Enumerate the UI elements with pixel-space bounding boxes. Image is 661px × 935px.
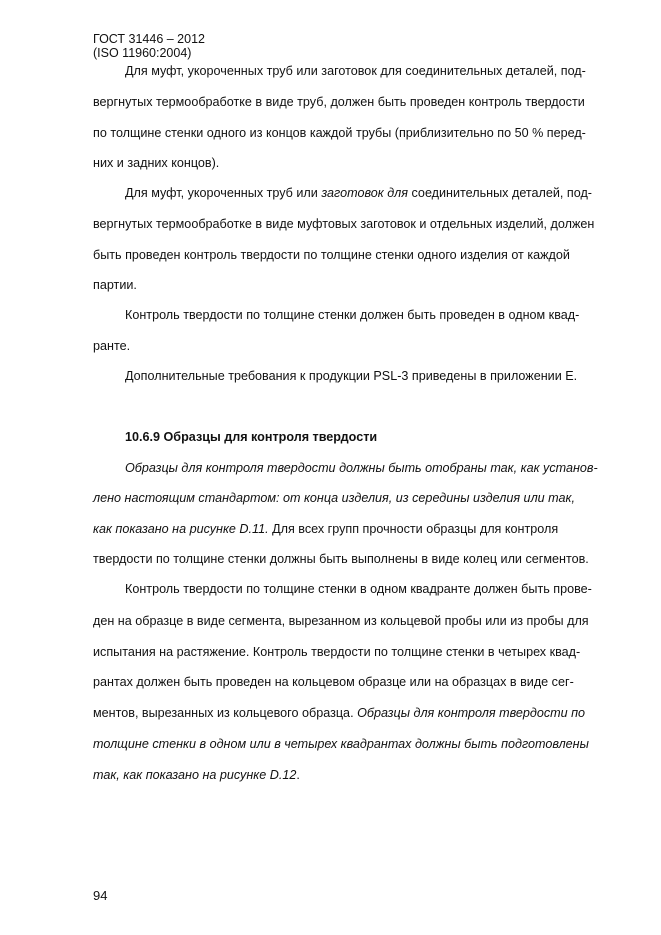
text-line: как показано на рисунке D.11. Для всех групп прочности образцы для контроля <box>93 522 559 536</box>
text-line: вергнутых термообработке в виде труб, должен быть проведен контроль твердости <box>93 95 585 109</box>
text-line: по толщине стенки одного из концов каждой трубы (приблизительно по 50 % перед- <box>93 126 586 140</box>
text-line: Для муфт, укороченных труб или заготовок для соединительных деталей, под- <box>125 186 593 200</box>
text-line: Для муфт, укороченных труб или заготовок для соединительных деталей, под- <box>125 64 586 78</box>
text-line: Образцы для контроля твердости должны быть отобраны так, как установ- <box>125 461 598 475</box>
text-line: ментов, вырезанных из кольцевого образца. Образцы для контроля твердости по <box>93 706 586 720</box>
page-number: 94 <box>93 888 108 903</box>
text-line: так, как показано на рисунке D.12. <box>93 768 300 782</box>
text-line: ден на образце в виде сегмента, вырезанном из кольцевой пробы или из пробы для <box>93 614 589 628</box>
text-line: Контроль твердости по толщине стенки должен быть проведен в одном квад- <box>125 308 580 322</box>
text-line: вергнутых термообработке в виде муфтовых заготовок и отдельных изделий, должен <box>93 217 595 231</box>
text-line: испытания на растяжение. Контроль твердости по толщине стенки в четырех квад- <box>93 645 581 659</box>
text-line: рантах должен быть проведен на кольцевом образце или на образцах в виде сег- <box>93 675 574 689</box>
text-line: Контроль твердости по толщине стенки в одном квадранте должен быть прове- <box>125 582 592 596</box>
iso-reference: (ISO 11960:2004) <box>93 46 192 60</box>
text-line: лено настоящим стандартом: от конца изделия, из середины изделия или так, <box>93 491 575 505</box>
text-line: них и задних концов). <box>93 156 220 170</box>
text-line: быть проведен контроль твердости по толщине стенки одного изделия от каждой <box>93 248 570 262</box>
text-line: ранте. <box>93 339 131 353</box>
text-line: Дополнительные требования к продукции PSL-3 приведены в приложении Е. <box>125 369 578 383</box>
text-line: твердости по толщине стенки должны быть выполнены в виде колец или сегментов. <box>93 552 589 566</box>
section-heading: 10.6.9 Образцы для контроля твердости <box>125 430 378 444</box>
text-line: толщине стенки в одном или в четырех квадрантах должны быть подготовлены <box>93 737 589 751</box>
text-line: партии. <box>93 278 137 292</box>
standard-number: ГОСТ 31446 – 2012 <box>93 32 205 46</box>
